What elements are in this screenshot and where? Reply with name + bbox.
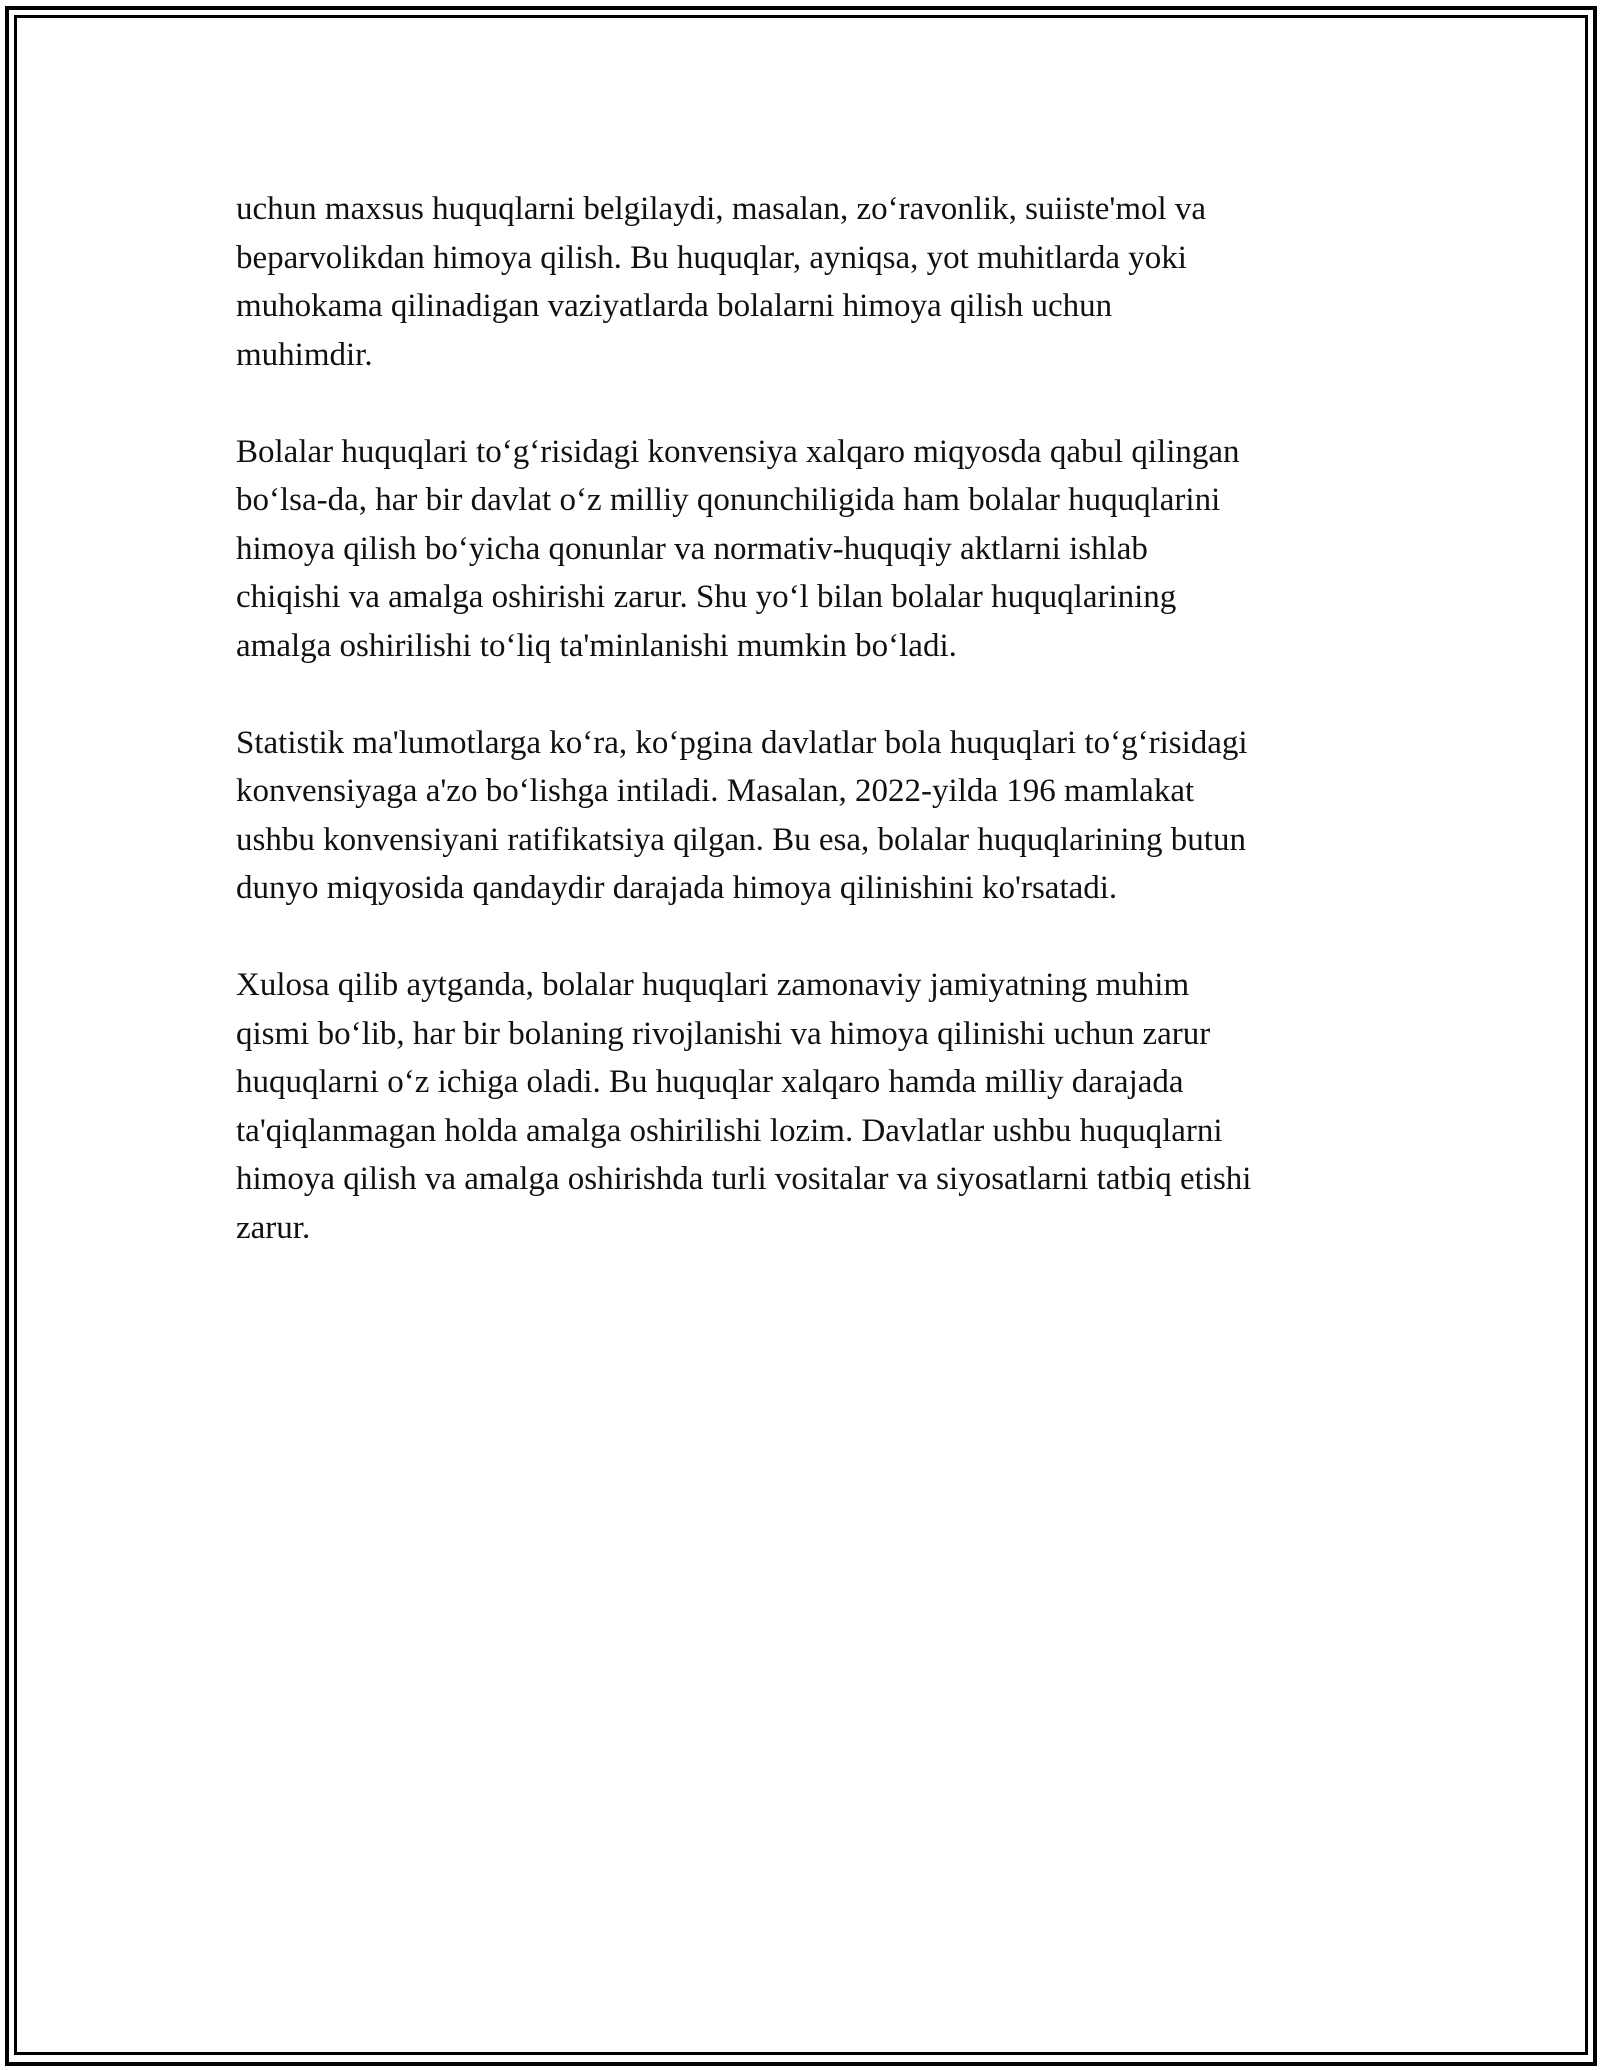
text-line: uchun maxsus huquqlarni belgilaydi, masalan, zo‘ravonlik, suiiste'mol va bbox=[236, 191, 1207, 227]
paragraph-4 bbox=[236, 961, 1376, 1252]
text-line: beparvolikdan himoya qilish. Bu huquqlar, ayniqsa, yot muhitlarda yoki bbox=[236, 239, 1187, 276]
text-line: konvensiyaga a'zo bo‘lishga intiladi. Masalan, 2022-yilda 196 mamlakat bbox=[236, 773, 1195, 809]
text-line: chiqishi va amalga oshirishi zarur. Shu yo‘l bilan bolalar huquqlarining bbox=[236, 579, 1177, 615]
text-line: amalga oshirilishi to‘liq ta'minlanishi mumkin bo‘ladi. bbox=[236, 627, 957, 664]
text-line: Statistik ma'lumotlarga ko‘ra, ko‘pgina davlatlar bola huquqlari to‘g‘risidagi bbox=[236, 724, 1248, 761]
text-line: muhimdir. bbox=[236, 336, 373, 373]
paragraph-3 bbox=[236, 719, 1376, 913]
text-line: ushbu konvensiyani ratifikatsiya qilgan. Bu esa, bolalar huquqlarining butun bbox=[236, 821, 1246, 858]
text-line: Xulosa qilib aytganda, bolalar huquqlari zamonaviy jamiyatning muhim bbox=[236, 967, 1190, 1003]
text-line: zarur. bbox=[236, 1209, 311, 1246]
paragraph-2 bbox=[236, 428, 1376, 671]
text-line: huquqlarni o‘z ichiga oladi. Bu huquqlar xalqaro hamda milliy darajada bbox=[236, 1064, 1184, 1100]
text-line: himoya qilish va amalga oshirishda turli vositalar va siyosatlarni tatbiq etishi bbox=[236, 1161, 1252, 1197]
document-body bbox=[236, 185, 1376, 1301]
text-line: himoya qilish bo‘yicha qonunlar va normativ-huquqiy aktlarni ishlab bbox=[236, 530, 1148, 567]
text-line: ta'qiqlanmagan holda amalga oshirilishi lozim. Davlatlar ushbu huquqlarni bbox=[236, 1112, 1223, 1149]
text-line: muhokama qilinadigan vaziyatlarda bolalarni himoya qilish uchun bbox=[236, 288, 1113, 324]
text-line: dunyo miqyosida qandaydir darajada himoya qilinishini ko'rsatadi. bbox=[236, 870, 1118, 906]
paragraph-1 bbox=[236, 185, 1376, 379]
text-line: qismi bo‘lib, har bir bolaning rivojlanishi va himoya qilinishi uchun zarur bbox=[236, 1015, 1211, 1052]
text-line: Bolalar huquqlari to‘g‘risidagi konvensiya xalqaro miqyosda qabul qilingan bbox=[236, 433, 1240, 470]
text-line: bo‘lsa-da, har bir davlat o‘z milliy qonunchiligida ham bolalar huquqlarini bbox=[236, 482, 1221, 518]
